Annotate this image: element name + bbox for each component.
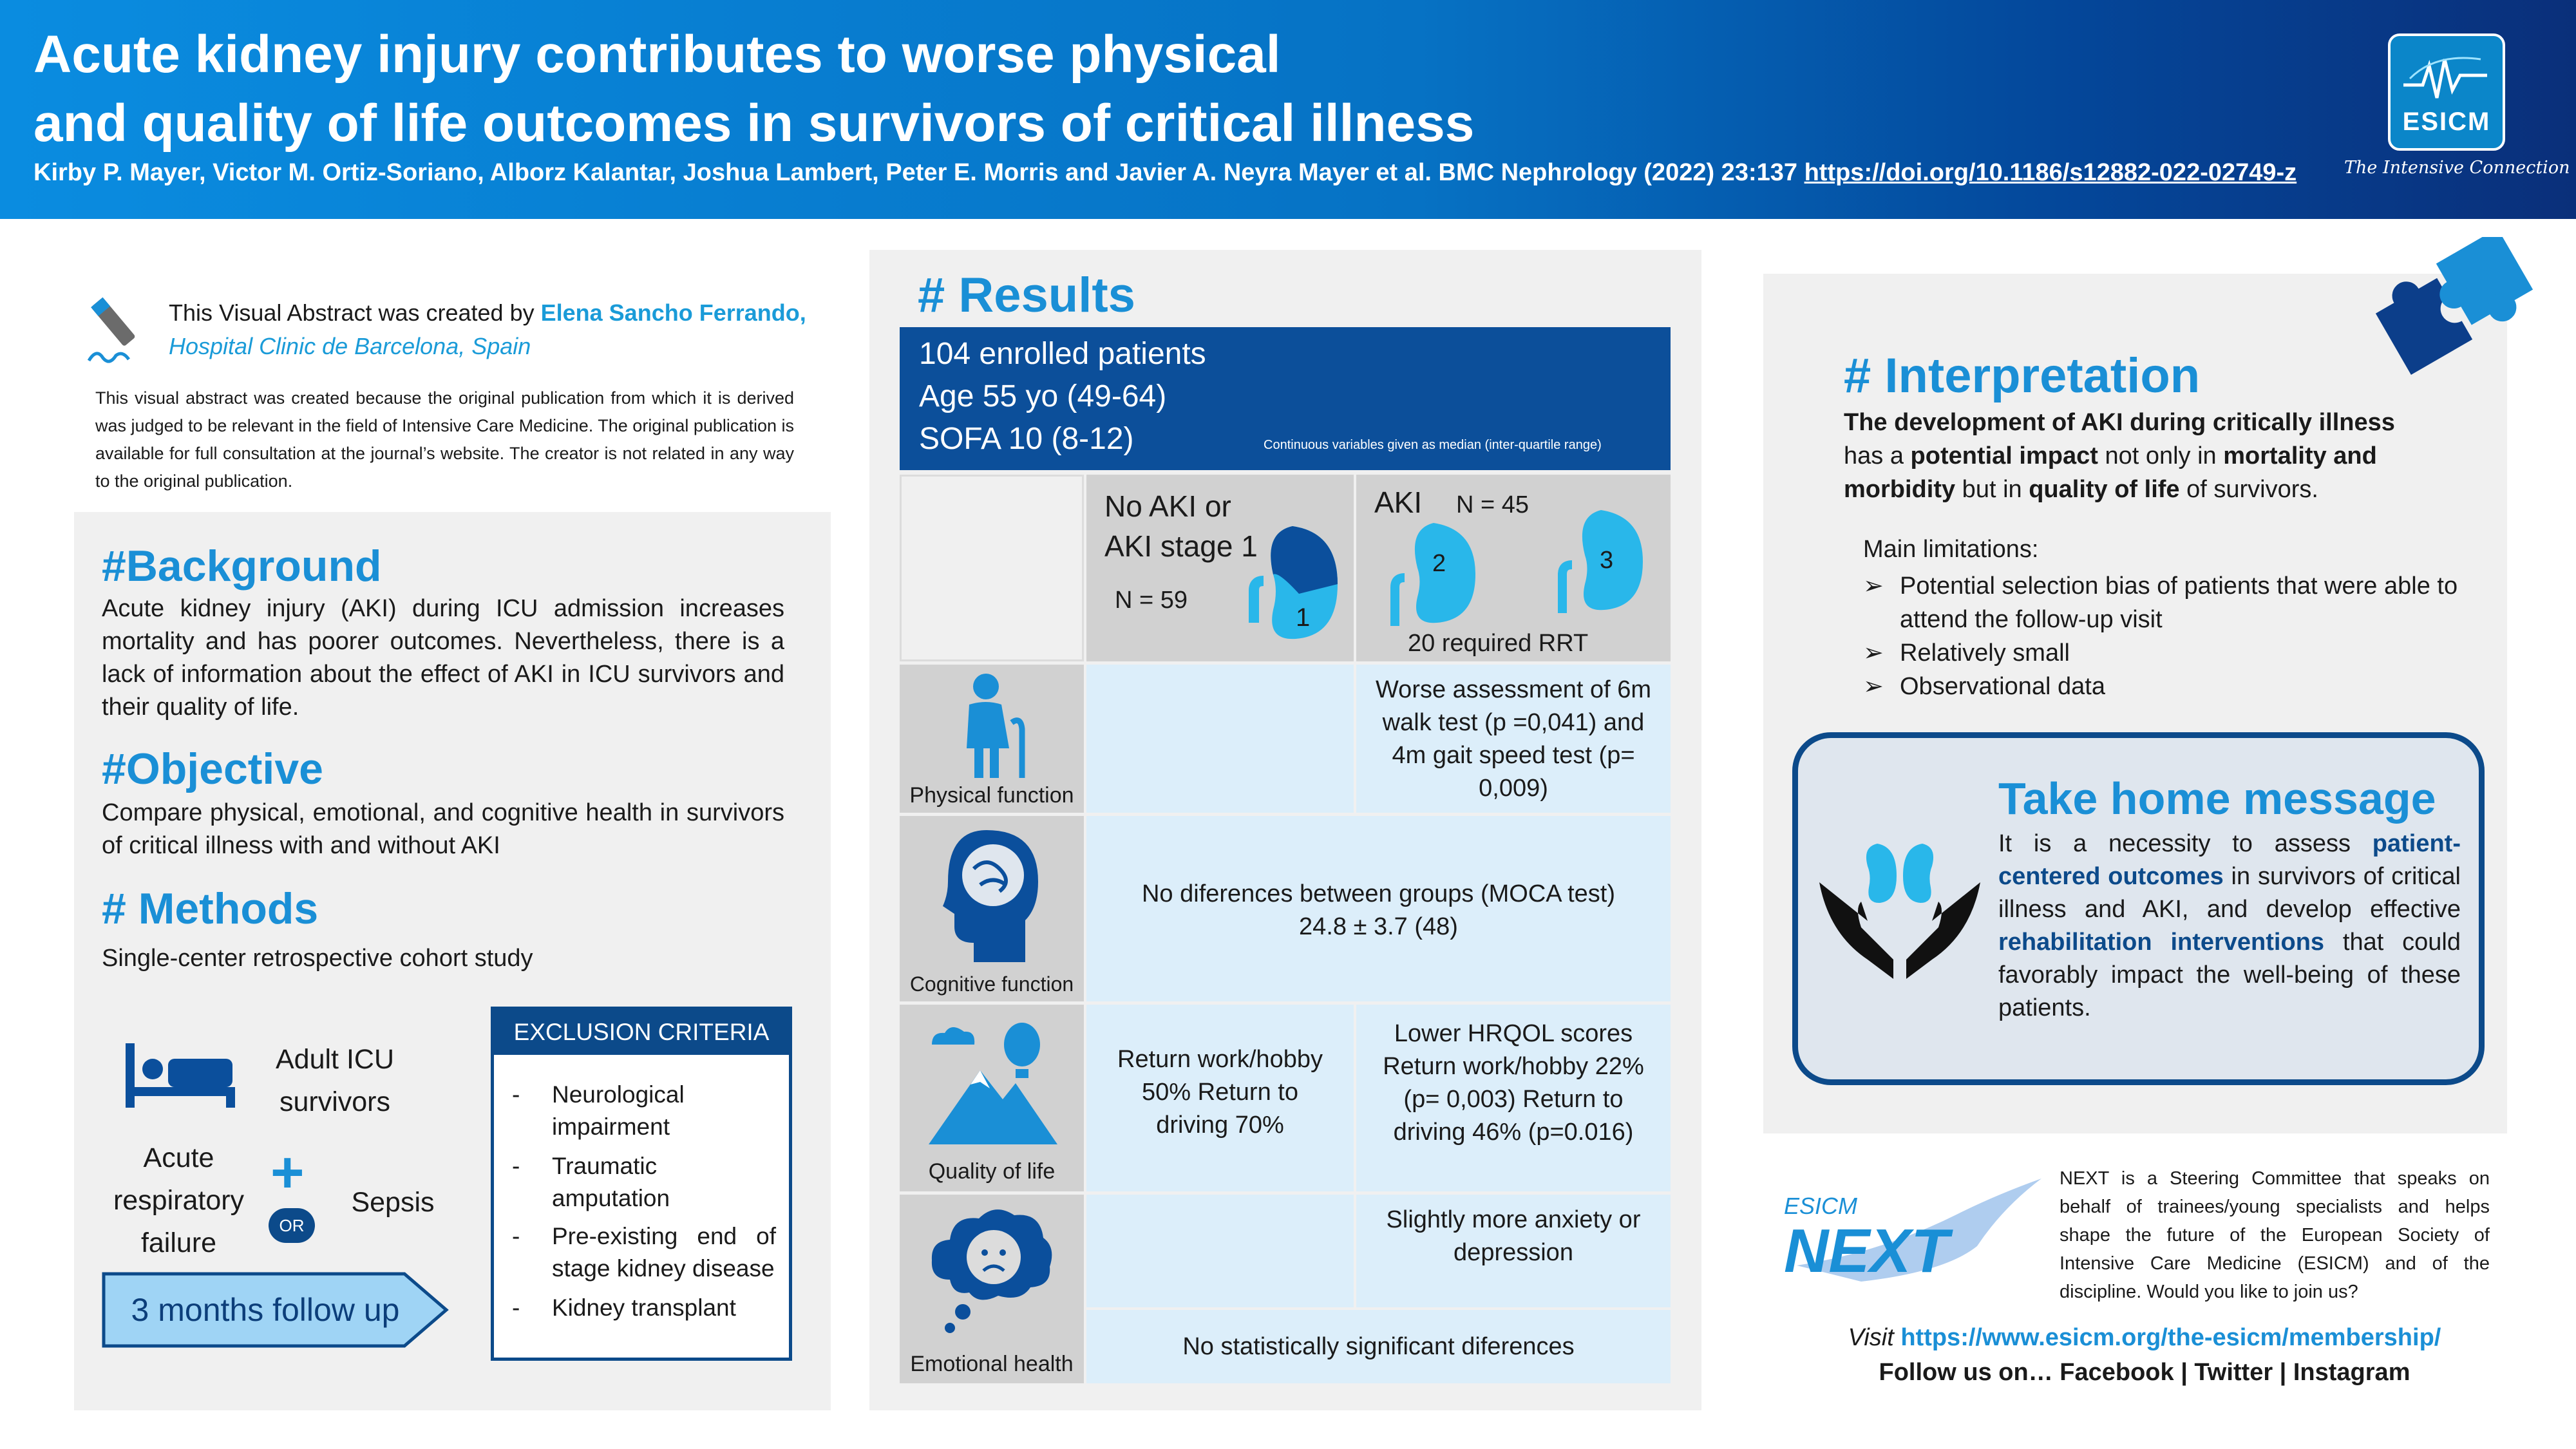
brain-head-icon	[935, 824, 1045, 965]
cognitive-label-cell	[900, 816, 1084, 1001]
take-home-title: Take home message	[1998, 773, 2436, 824]
emotional-label-cell	[900, 1195, 1084, 1383]
esicm-logo	[2388, 33, 2505, 151]
group-aki-header	[1356, 475, 1671, 661]
creator-name: Elena Sancho Ferrando,	[540, 299, 806, 326]
disclaimer: This visual abstract was created because the original publication from which it is derived was judged to be relevant in the field of Intensive Care Medicine. The original publication is available for full consultation at the journal’s website. The creator is not related in any way to the original publication.	[95, 388, 794, 491]
creator-lead: This Visual Abstract was created by	[169, 299, 535, 326]
take-home-text: It is a necessity to assess patient-centered outcomes in survivors of critical illness and AKI, and develop effective rehabilitation interventions that could favorably impact the well-being of these patients.	[1998, 830, 2461, 1021]
interpretation-title: # Interpretation	[1844, 348, 2201, 403]
objective-title: #Objective	[102, 744, 323, 793]
adult-icu-label: Adult ICU survivors	[275, 1044, 394, 1117]
followup-arrow	[102, 1272, 450, 1348]
arrow-icon: ➢	[1863, 573, 1884, 600]
creator-credit	[169, 296, 806, 363]
esicm-tagline: The Intensive Connection	[2344, 158, 2570, 178]
qol-label-cell	[900, 1005, 1084, 1191]
group-noaki-title: No AKI or AKI stage 1	[1104, 489, 1258, 563]
exclusion-title: EXCLUSION CRITERIA	[494, 1010, 789, 1055]
puzzle-icon	[2362, 237, 2549, 398]
pen-icon	[84, 296, 148, 367]
rrt-note: 20 required RRT	[1408, 630, 1589, 657]
enrolled-sofa: SOFA 10 (8-12)	[919, 422, 1134, 456]
plus-sign: +	[270, 1141, 305, 1205]
enrolled-age: Age 55 yo (49-64)	[919, 379, 1167, 413]
esicm-logo-text: ESICM	[2402, 108, 2491, 136]
esicm-next-logo	[1784, 1175, 2048, 1291]
qol-label: Quality of life	[928, 1159, 1056, 1184]
objective-text: Compare physical, emotional, and cognitive health in survivors of critical illness with and without AKI	[102, 799, 784, 859]
sepsis-label: Sepsis	[351, 1187, 435, 1218]
kidney-stage3-icon	[1549, 504, 1646, 616]
next-logo-big: NEXT	[1784, 1217, 1949, 1285]
bed-icon	[126, 1043, 235, 1108]
title-line-1: Acute kidney injury contributes to worse physical	[33, 25, 1281, 84]
background-text: Acute kidney injury (AKI) during ICU admission increases mortality and has poorer outcomes. Nevertheless, there is a lack of information about the effect of AKI in ICU survivors and their quality of life.	[102, 595, 784, 721]
next-description: NEXT is a Steering Committee that speaks on behalf of trainees/young specialists and helps shape the future of the European Society of Intensive Care Medicine (ESICM) and of the discipline. Would you like to join us?	[2060, 1168, 2490, 1302]
limitations-heading: Main limitations:	[1863, 536, 2039, 563]
physical-label-cell	[900, 665, 1084, 813]
table-corner	[900, 475, 1084, 661]
doi-link[interactable]: https://doi.org/10.1186/s12882-022-02749-z	[1804, 159, 2297, 186]
group-aki-title: AKI	[1374, 486, 1423, 519]
interpretation-text: The development of AKI during critically illness has a potential impact not only in mortality and morbidity but in quality of life of survivors.	[1844, 409, 2395, 503]
results-title: # Results	[918, 268, 1135, 323]
emotional-noaki-cell	[1086, 1195, 1354, 1307]
cognitive-result-cell	[1086, 816, 1671, 1001]
physical-noaki-cell	[1086, 665, 1354, 813]
methods-text: Single-center retrospective cohort study	[102, 945, 533, 972]
elderly-person-icon	[950, 671, 1034, 781]
stage1-number: 1	[1296, 603, 1311, 632]
next-swoosh-icon	[1784, 1175, 2048, 1291]
emotional-aki-cell: Slightly more anxiety or depression	[1356, 1195, 1671, 1307]
worried-cloud-icon	[924, 1202, 1059, 1338]
visit-line: Visit https://www.esicm.org/the-esicm/membership/	[1848, 1324, 2441, 1351]
group-noaki-header	[1086, 475, 1354, 661]
enrolled-count: 104 enrolled patients	[919, 337, 1206, 371]
next-logo-small: ESICM	[1784, 1193, 1858, 1219]
enrolled-note: Continuous variables given as median (inter-quartile range)	[1264, 438, 1602, 452]
or-badge: OR	[269, 1208, 315, 1243]
group-noaki-n: N = 59	[1115, 587, 1188, 614]
citation	[33, 159, 2297, 187]
arf-label: Acute respiratory failure	[113, 1142, 245, 1258]
mountain-balloon-icon	[925, 1019, 1061, 1148]
social-links[interactable]: Follow us on… Facebook | Twitter | Instagram	[1879, 1359, 2410, 1386]
exclusion-criteria-box: EXCLUSION CRITERIA - Neurological impairment - Traumatic amputation - Pre-existing end of stage kidney disease - Kidney transplant	[491, 1007, 792, 1361]
authors-text: Kirby P. Mayer, Victor M. Ortiz-Soriano, Alborz Kalantar, Joshua Lambert, Peter E. Morris and Javier A. Neyra Mayer et al. BMC Nephrology (2022) 23:137	[33, 159, 1798, 186]
followup-text: 3 months follow up	[131, 1292, 400, 1328]
cognitive-result-line2: 24.8 ± 3.7 (48)	[1299, 913, 1458, 940]
qol-noaki-cell: Return work/hobby 50% Return to driving 70%	[1086, 1005, 1354, 1191]
physical-aki-cell: Worse assessment of 6m walk test (p =0,041) and 4m gait speed test (p= 0,009)	[1356, 665, 1671, 813]
qol-aki-cell: Lower HRQOL scores Return work/hobby 22% (p= 0,003) Return to driving 46% (p=0.016)	[1356, 1005, 1671, 1191]
title-line-2: and quality of life outcomes in survivors of critical illness	[33, 94, 1475, 153]
arrow-icon: ➢	[1863, 639, 1884, 667]
group-aki-n: N = 45	[1456, 491, 1530, 518]
arrow-icon: ➢	[1863, 673, 1884, 700]
cognitive-label: Cognitive function	[909, 972, 1074, 996]
methods-title: # Methods	[102, 884, 319, 933]
header-banner	[0, 0, 2576, 219]
stage3-number: 3	[1600, 547, 1614, 574]
background-title: #Background	[102, 542, 382, 591]
emotional-label: Emotional health	[910, 1352, 1074, 1376]
emotional-all-cell: No statistically significant diferences	[1086, 1310, 1671, 1383]
stage2-number: 2	[1432, 550, 1446, 577]
hands-kidneys-icon	[1816, 831, 1984, 992]
kidney-stage1-icon	[1228, 513, 1344, 649]
membership-link[interactable]: https://www.esicm.org/the-esicm/membership/	[1900, 1324, 2441, 1351]
physical-label: Physical function	[909, 783, 1074, 808]
creator-institution: Hospital Clinic de Barcelona, Spain	[169, 333, 531, 359]
cognitive-result-line1: No diferences between groups (MOCA test)	[1141, 880, 1615, 907]
kidney-stage2-icon	[1382, 516, 1479, 629]
enrolled-summary	[900, 327, 1671, 470]
esicm-wave-icon	[2391, 40, 2503, 111]
